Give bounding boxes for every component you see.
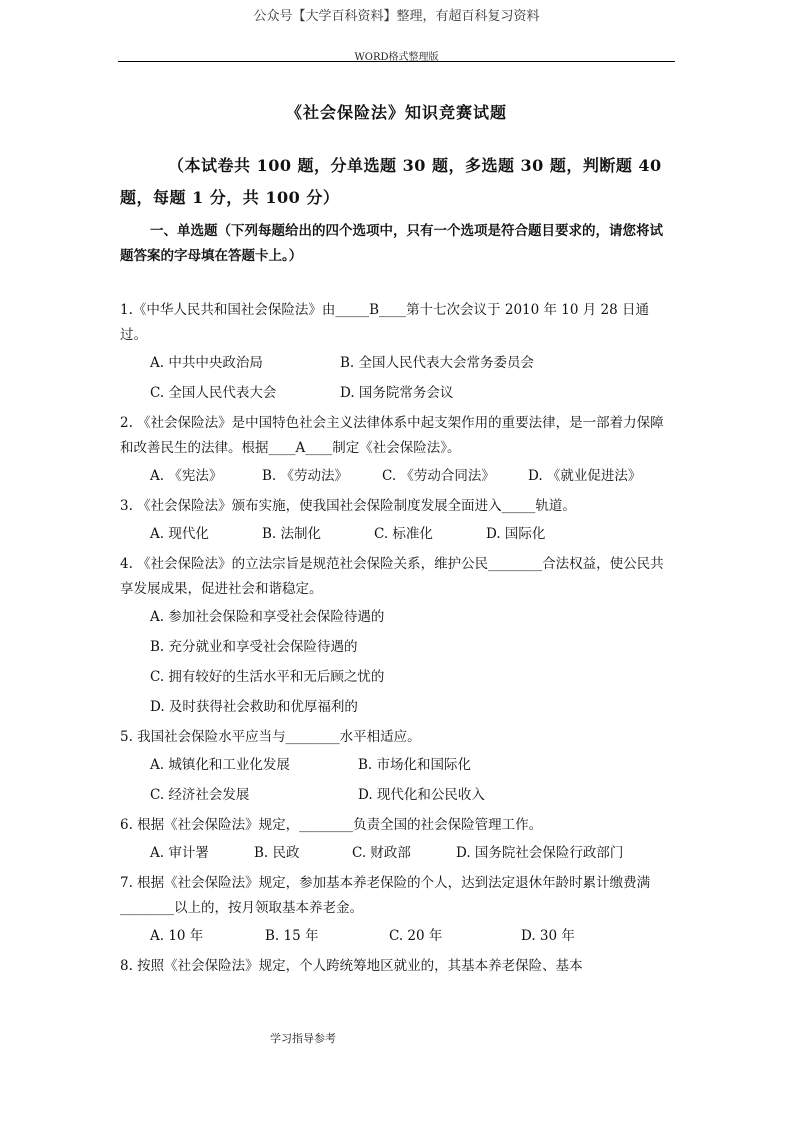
question-text: 5. 我国社会保险水平应当与 [120,729,286,745]
word-format-label: WORD格式整理版 [354,52,439,63]
option-a: A. 审计署 [150,845,209,861]
option-a: A. 现代化 [150,526,209,542]
question-text: 3. 《社会保险法》颁布实施，使我国社会保险制度发展全面进入 [120,498,502,514]
top-banner: 公众号【大学百科资料】整理，有超百科复习资料 [253,9,540,24]
option-b: D. 现代化和公民收入 [358,787,485,803]
question-7 [120,871,675,921]
option-a: C. 全国人民代表大会 [150,385,277,401]
option-b: D. 国务院常务会议 [340,385,454,401]
header-rule [118,61,675,62]
option-a: A. 《宪法》 [150,468,223,484]
option-a: C. 拥有较好的生活水平和无后顾之忧的 [150,669,385,685]
options-row [150,522,675,547]
question-text-cont: 以上的，按月领取基本养老金。 [174,900,363,916]
section-heading: 一、单选题（下列每题给出的四个选项中，只有一个选项是符合题目要求的，请您将试题答案的字母填在答题卡上。） [120,223,663,264]
options-row [150,605,675,630]
options-row [150,753,675,778]
option-b: B. 市场化和国际化 [358,757,472,773]
question-text: 8. 按照《社会保险法》规定，个人跨统筹地区就业的，其基本养老保险、基本 [120,958,583,974]
option-a: D. 及时获得社会救助和优厚福利的 [150,699,358,715]
question-5 [120,725,675,750]
option-b: B. 民政 [254,845,300,861]
question-text-cont: 第十七次会议于 2010 年 10 月 28 日通过。 [120,302,650,343]
options-row [150,841,675,866]
options-row [150,924,675,949]
question-1 [120,298,675,348]
exam-intro: （本试卷共 100 题，分单选题 30 题，多选题 30 题，判断题 40 题，每题 1 分，共 100 分） [120,156,662,207]
options-row [150,635,675,660]
option-b: B. 法制化 [262,526,322,542]
question-2 [120,411,675,461]
answer-blank: ________ [120,900,174,916]
question-text: 4. 《社会保险法》的立法宗旨是规范社会保险关系，维护公民 [120,556,489,572]
option-d: D. 30 年 [521,928,575,944]
options-row [150,665,675,690]
question-text: 6. 根据《社会保险法》规定， [120,817,300,833]
option-a: B. 充分就业和享受社会保险待遇的 [150,639,358,655]
answer-blank: ____A____ [268,440,333,456]
option-b: B. 《劳动法》 [262,468,349,484]
option-a: A. 参加社会保险和享受社会保险待遇的 [150,609,385,625]
options-row [150,783,675,808]
question-4 [120,552,675,602]
option-d: D. 国际化 [486,526,546,542]
question-list [120,298,675,982]
option-a: C. 经济社会发展 [150,787,250,803]
option-c: C. 《劳动合同法》 [382,468,495,484]
option-c: C. 标准化 [374,526,433,542]
answer-blank: ________ [285,729,340,745]
answer-blank: _____ [501,498,536,514]
question-text-cont: 水平相适应。 [339,729,421,745]
option-c: C. 20 年 [389,928,443,944]
option-c: C. 财政部 [352,845,411,861]
option-d: D. 国务院社会保险行政部门 [456,845,624,861]
question-text: 7. 根据《社会保险法》规定，参加基本养老保险的个人，达到法定退休年龄时累计缴费满 [120,875,651,891]
options-row [150,695,675,720]
option-a: A. 10 年 [150,928,204,944]
option-d: D. 《就业促进法》 [528,468,642,484]
question-6 [120,813,675,838]
answer-blank: _____B____ [335,302,407,318]
footer-text: 学习指导参考 [270,1032,336,1045]
option-b: B. 15 年 [265,928,319,944]
page-title: 《社会保险法》知识竞赛试题 [285,103,507,122]
question-text: 1.《中华人民共和国社会保险法》由 [120,302,336,318]
option-a: A. 城镇化和工业化发展 [150,757,290,773]
option-b: B. 全国人民代表大会常务委员会 [340,355,535,371]
options-row [150,351,675,376]
answer-blank: ________ [299,817,354,833]
question-text: 2. 《社会保险法》是中国特色社会主义法律体系中起支架作用的重要法律，是一部着力保障和改善民生的法律。根据 [120,415,664,456]
option-a: A. 中共中央政治局 [150,355,263,371]
options-row [150,464,675,489]
options-row [150,381,675,406]
question-text-cont: 轨道。 [535,498,576,514]
question-text-cont: 负责全国的社会保险管理工作。 [353,817,543,833]
question-8 [120,954,675,979]
question-text-cont: 合法权益，使公民共享发展成果，促进社会和谐稳定。 [120,556,664,597]
question-3 [120,494,675,519]
answer-blank: ________ [488,556,543,572]
question-text-cont: 制定《社会保险法》。 [332,440,461,456]
